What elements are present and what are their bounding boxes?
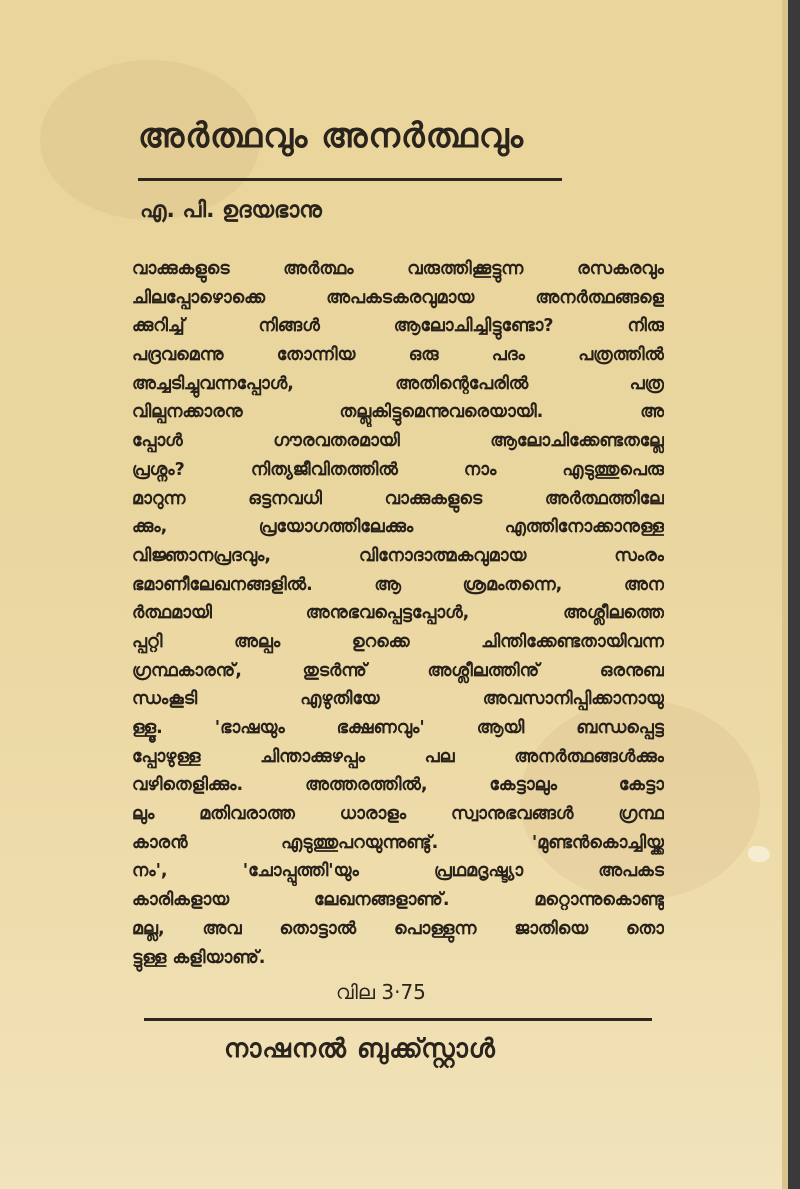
blurb-line: വില്പനക്കാരനു തല്ലുകിട്ടുമെന്നുവരെയായി. അ xyxy=(132,402,664,423)
blurb-line: മാറുന്ന ഒട്ടനവധി വാക്കുകളുടെ അര്‍ത്ഥത്തിലേ xyxy=(132,488,664,509)
paper-tear xyxy=(748,846,770,862)
blurb-line: പദ്രവമെന്നു തോന്നിയ ഒരു പദം പത്രത്തില്‍ xyxy=(132,345,664,366)
publisher-divider xyxy=(144,1018,652,1021)
blurb-text xyxy=(132,255,664,972)
author-name: എ. പി. ഉദയഭാനു xyxy=(140,198,322,223)
blurb-line: മല്ല, അവ തൊട്ടാല്‍ പൊള്ളുന്ന ജാതിയെ തൊ xyxy=(132,918,664,939)
blurb-line: പ്പോള്‍ ഗൗരവതരമായി ആലോചിക്കേണ്ടതല്ലേ xyxy=(132,431,664,452)
blurb-line: ചിലപ്പോഴൊക്കെ അപകടകരവുമായ അനര്‍ത്ഥങ്ങളെ xyxy=(132,287,664,308)
blurb-line: കാരികളായ ലേഖനങ്ങളാണു്. മറ്റൊന്നുകൊണ്ടു xyxy=(132,890,664,911)
blurb-line: വിജ്ഞാനപ്രദവും, വിനോദാത്മകവുമായ സംരം xyxy=(132,545,664,566)
blurb-line: വഴിതെളിക്കും. അത്തരത്തില്‍, കേട്ടാലും കേട്ടാ xyxy=(132,775,664,796)
blurb-line: ഭമാണീലേഖനങ്ങളില്‍. ആ ശ്രമംതന്നെ, അന xyxy=(132,574,664,595)
blurb-line: പ്രശ്നം? നിത്യജീവിതത്തില്‍ നാം എടുത്തുപെരു xyxy=(132,459,664,480)
blurb-line: ര്‍ത്ഥമായി അനുഭവപ്പെട്ടപ്പോള്‍, അശ്ലീലത്തെ xyxy=(132,603,664,624)
blurb-line: ട്ടുള്ള കളിയാണു്. xyxy=(132,947,266,968)
publisher-name: നാഷനല്‍ ബുക്ക്സ്റ്റാള്‍ xyxy=(224,1034,496,1064)
title-divider xyxy=(138,178,562,181)
book-title: അര്‍ത്ഥവും അനര്‍ത്ഥവും xyxy=(138,116,524,156)
blurb-line: വാക്കുകളുടെ അര്‍ത്ഥം വരുത്തിക്കൂട്ടുന്ന രസകരവും xyxy=(132,259,664,279)
blurb-line: പ്പറ്റി അല്പം ഉറക്കെ ചിന്തിക്കേണ്ടതായിവന്ന xyxy=(132,631,664,652)
price-label: വില 3·75 xyxy=(336,980,426,1004)
blurb-line: പ്പോഴുള്ള ചിന്താക്കുഴപ്പം പല അനര്‍ത്ഥങ്ങള്‍ക്കും xyxy=(132,746,664,767)
blurb-line: ള്ളൂ. 'ഭാഷയും ഭക്ഷണവും' ആയി ബന്ധപ്പെട്ട xyxy=(132,718,664,738)
blurb-line: ഗ്രന്ഥകാരനു്, തുടര്‍ന്നു് അശ്ലീലത്തിനു് ഒരനുബ xyxy=(132,660,664,681)
blurb-line: ക്കുറിച്ച് നിങ്ങള്‍ ആലോചിച്ചിട്ടുണ്ടോ? നിരു xyxy=(132,316,664,337)
blurb-line: അച്ചടിച്ചുവന്നപ്പോള്‍, അതിന്റെപേരില്‍ പത്ര xyxy=(132,373,664,394)
blurb-line: ലും മതിവരാത്ത ധാരാളം സ്വാനുഭവങ്ങള്‍ ഗ്രന്ഥ xyxy=(132,804,664,825)
blurb-line: കാരന്‍ എടുത്തുപറയുന്നുണ്ടു്. 'മുണ്ടന്‍കൊച്ചിയ്ക്ക xyxy=(132,832,664,853)
blurb-line: ന്ധംകൂടി എഴുതിയേ അവസാനിപ്പിക്കാനായു xyxy=(132,689,664,710)
blurb-line: നം', 'ചോപ്പുത്തി'യും പ്രഥമദൃഷ്ട്യാ അപകട xyxy=(132,861,664,882)
blurb-line: ക്കും, പ്രയോഗത്തിലേക്കും എത്തിനോക്കാനുള്ള xyxy=(132,517,664,538)
